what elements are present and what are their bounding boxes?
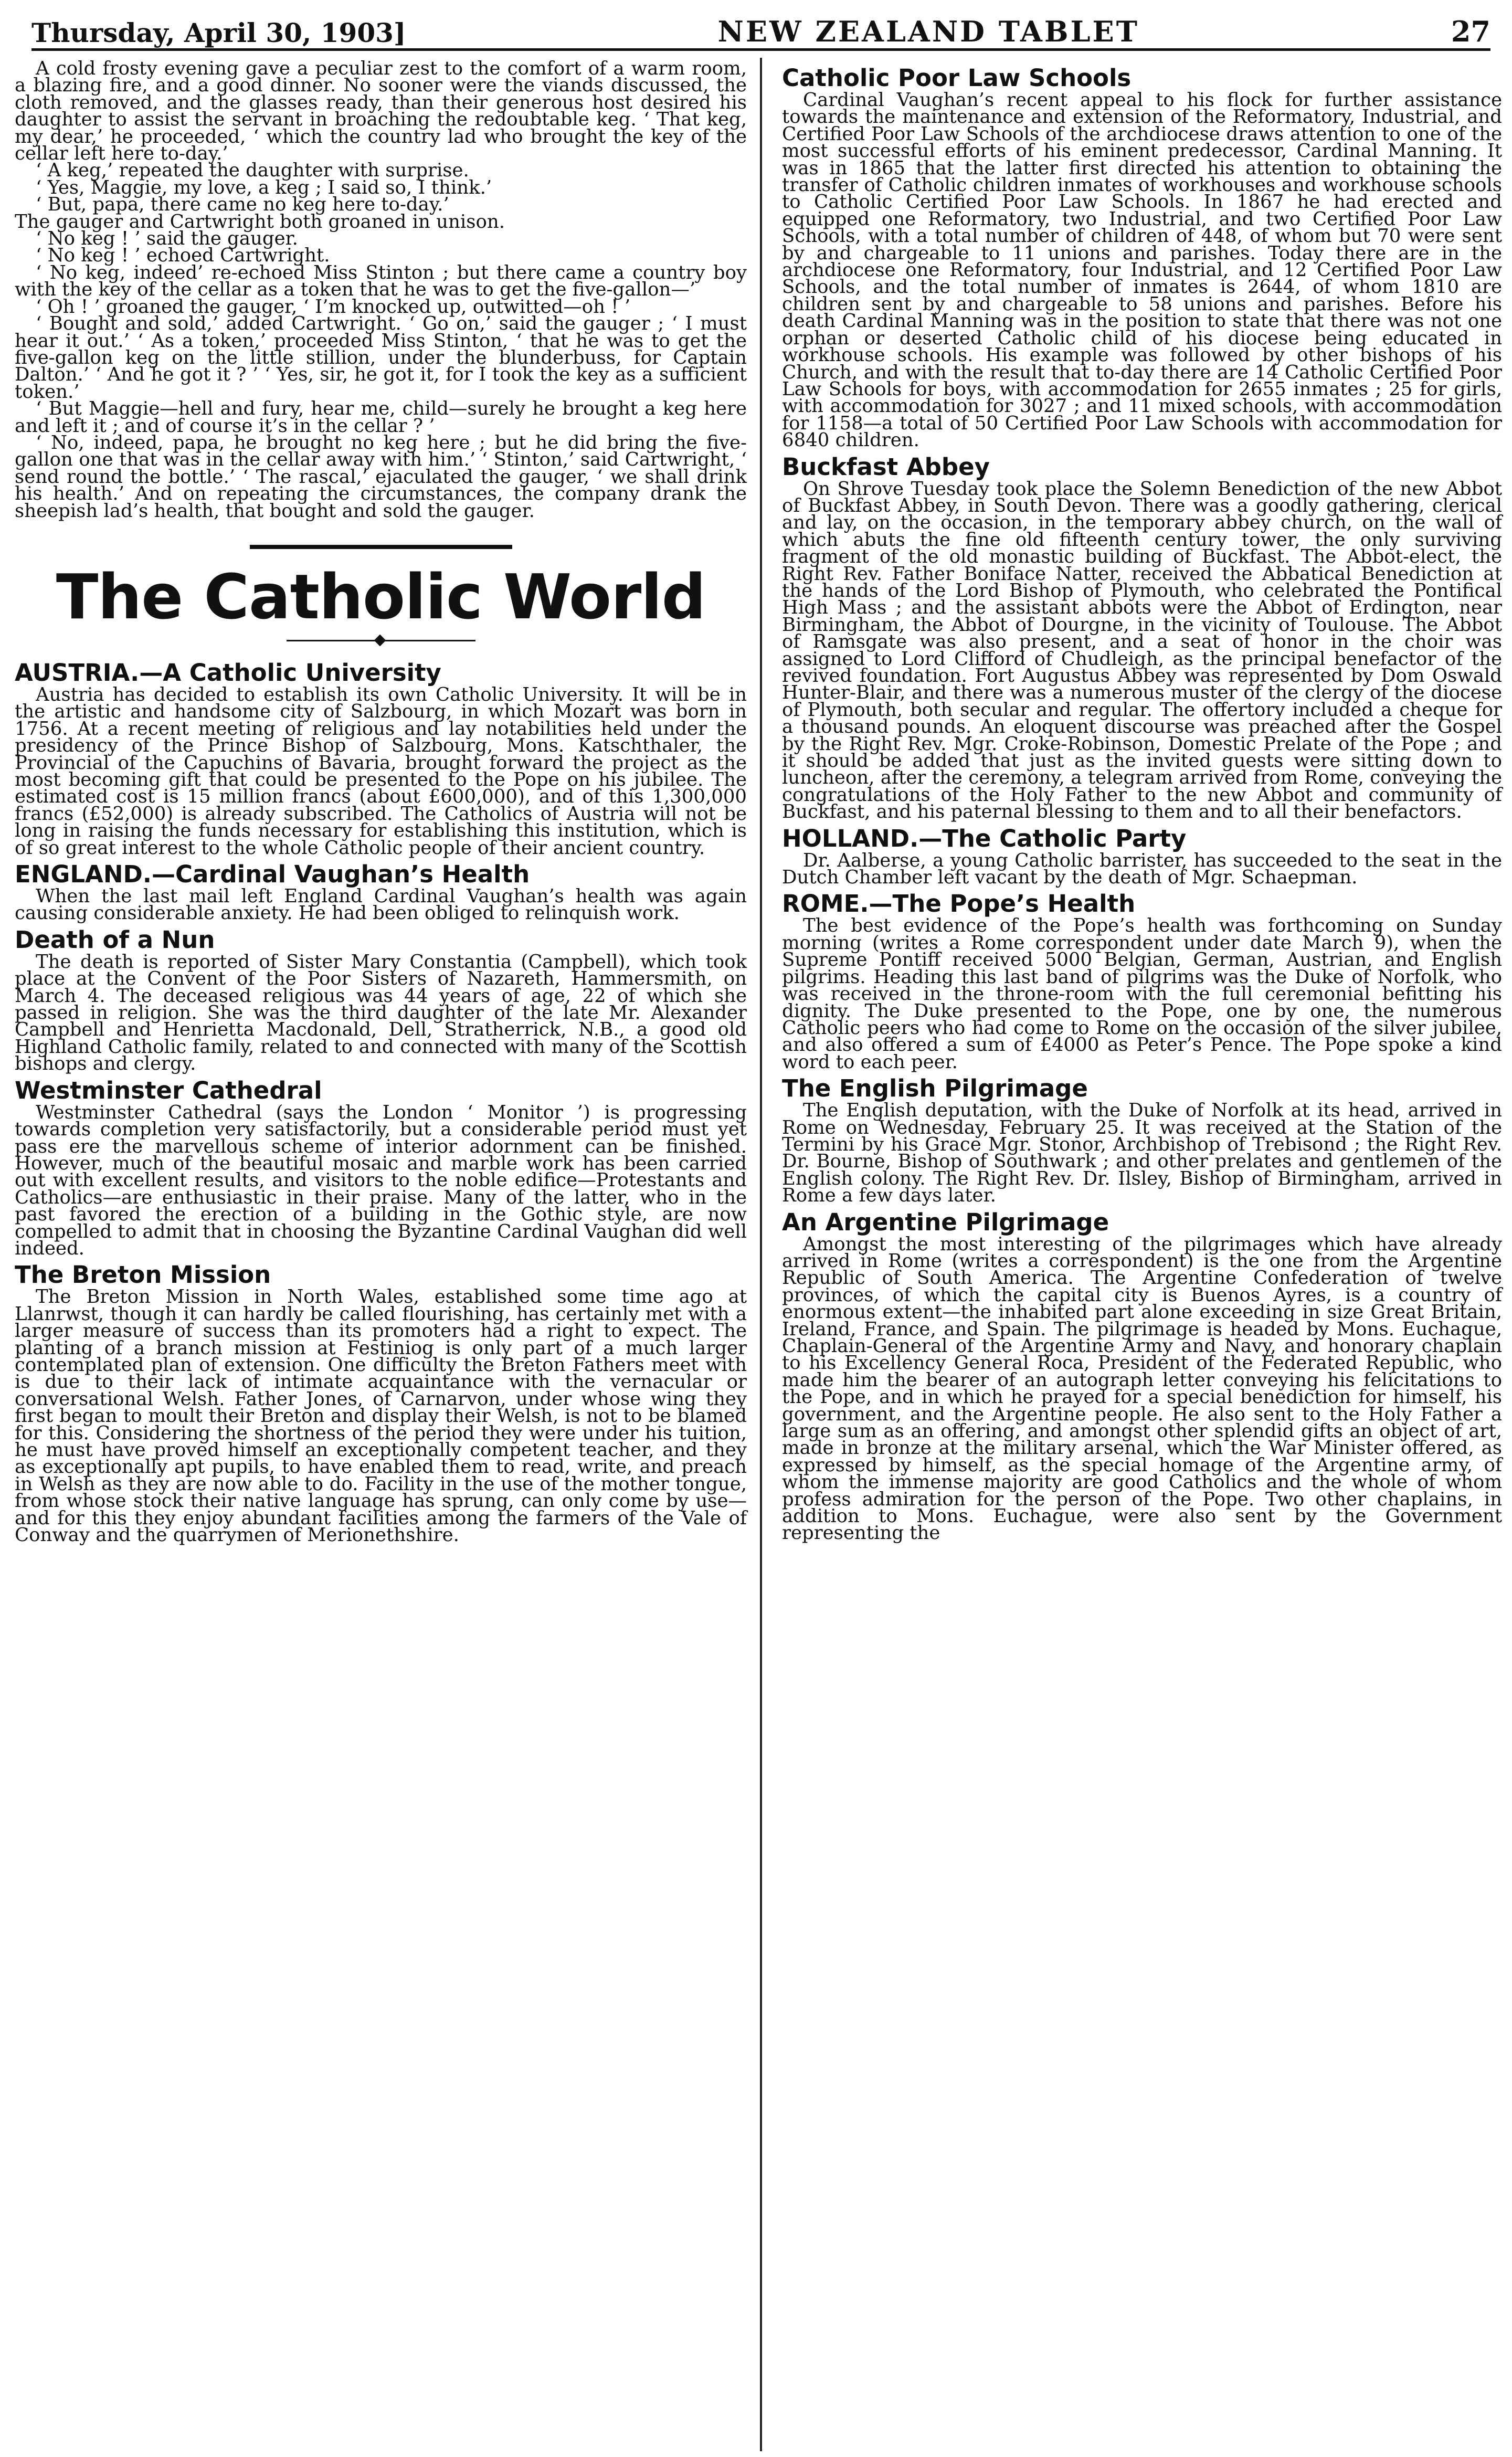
story-paragraph: A cold frosty evening gave a peculiar zest to the comfort of a warm room, a blazing fire, and a good dinner. No sooner were the viands discussed, the cloth removed, and the glasses ready, than their generous host desired his daughter to assist the servant in broaching the redoubtable keg. ‘ That keg, my dear,’ he proceeded, ‘ which the country lad who brought the key of the cellar left here to-day.’ [15, 58, 747, 165]
story-paragraph: ‘ No, indeed, papa, he brought no keg here ; but he did bring the five-gallon one that was in the cellar away with him.’ ‘ Stinton,’ said Cartwright, ‘ send round the bottle.’ ‘ The rascal,’ ejaculated the gauger, ‘ we shall drink his health.’ And on repeating the circumstances, the company drank the sheepish lad’s health, that bought and sold the gauger. [15, 431, 747, 522]
banner-rule [250, 545, 512, 549]
story-paragraph: ‘ No keg ! ’ echoed Cartwright. [36, 245, 330, 267]
article-heading: ROME.—The Pope’s Health [782, 890, 1136, 918]
article [15, 660, 747, 857]
article [15, 1078, 747, 1258]
story-paragraph: ‘ No keg, indeed’ re-echoed Miss Stinton ; but there came a country boy with the key of the cellar as a token that he was to get the five-gallon—’ [15, 261, 747, 301]
article [782, 66, 1502, 449]
article-paragraph: Cardinal Vaughan’s recent appeal to his flock for further assistance towards the maintenance and extension of the Reformatory, Industrial, and Certified Poor Law Schools of the archdiocese draws attention to one of the most successful efforts of his eminent predecessor, Cardinal Manning. It was in 1865 that the latter first directed his attention to obtaining the transfer of Catholic children inmates of workhouses and workhouse schools to Catholic Certified Poor Law Schools. In 1867 he had erected and equipped one Reformatory, two Industrial, and two Certified Poor Law Schools, with a total number of children of 448, of whom but 70 were sent by and chargeable to 11 unions and parishes. Today there are in the archdiocese one Reformatory, four Industrial, and 12 Certified Poor Law Schools, and the total number of inmates is 2644, of whom 1810 are children sent by and chargeable to 58 unions and parishes. Before his death Cardinal Manning was in the position to state that there was not one orphan or deserted Catholic child of his diocese being educated in workhouse schools. His example was followed by other bishops of his Church, and with the result that to-day there are 14 Catholic Certified Poor Law Schools for boys, with accommodation for 2655 inmates ; 25 for girls, with accommodation for 3027 ; and 11 mixed schools, with accommodation for 1158—a total of 50 Certified Poor Law Schools with accommodation for 6840 children. [782, 89, 1502, 451]
column-divider [760, 58, 762, 2451]
article-paragraph: The death is reported of Sister Mary Constantia (Campbell), which took place at the Convent of the Poor Sisters of Nazareth, Hammersmith, on March 4. The deceased religious was 44 years of age, 22 of which she passed in religion. She was the third daughter of the late Mr. Alexander Campbell and Henrietta Macdonald, Dell, Stratherrick, N.B., a good old Highland Catholic family, related to and connected with many of the Scottish bishops and clergy. [15, 951, 747, 1075]
article-heading: HOLLAND.—The Catholic Party [782, 824, 1187, 852]
article-paragraph: The best evidence of the Pope’s health was forthcoming on Sunday morning (writes a Rome correspondent under date March 9), when the Supreme Pontiff received 5000 Belgian, German, Austrian, and English pilgrims. Heading this last band of pilgrims was the Duke of Norfolk, who was received in the throne-room with the full ceremonial befitting his dignity. The Duke presented to the Pope, one by one, the numerous Catholic peers who had come to Rome on the occasion of the silver jubilee, and also offered a sum of £4000 as Peter’s Pence. The Pope spoke a kind word to each peer. [782, 915, 1502, 1073]
diamond-ornament-icon [374, 635, 386, 647]
masthead: NEW ZEALAND TABLET [717, 15, 1139, 48]
story-paragraph: ‘ No keg ! ’ said the gauger. [36, 228, 298, 250]
article [782, 452, 1502, 823]
article-paragraph: The English deputation, with the Duke of Norfolk at its head, arrived in Rome on Wednesday, February 25. It was received at the Station of the Termini by his Grace Mgr. Stonor, Archbishop of Trebisond ; the Right Rev. Dr. Bourne, Bishop of Southwark ; and other prelates and gentlemen of the English colony. The Right Rev. Dr. Ilsley, Bishop of Birmingham, arrived in Rome a few days later. [782, 1100, 1502, 1207]
article-heading: Death of a Nun [15, 925, 215, 954]
article-heading: The English Pilgrimage [782, 1074, 1088, 1103]
issue-date: Thursday, April 30, 1903] [31, 17, 406, 48]
ornament-divider [287, 636, 475, 645]
article-heading: ENGLAND.—Cardinal Vaughan’s Health [15, 860, 530, 889]
article-paragraph: On Shrove Tuesday took place the Solemn Benediction of the new Abbot of Buckfast Abbey, in South Devon. There was a goodly gathering, clerical and lay, on the occasion, in the temporary abbey church, on the wall of which abuts the fine old fifteenth century tower, the only surviving fragment of the old monastic building of Buckfast. The Abbot-elect, the Right Rev. Father Boniface Natter, received the Abbatical Benediction at the hands of the Lord Bishop of Plymouth, who celebrated the Pontifical High Mass ; and the assistant abbots were the Abbot of Erdington, near Birmingham, the Abbot of Dourgne, in the vicinity of Toulouse. The Abbot of Ramsgate was also present, and a seat of honor in the choir was assigned to Lord Clifford of Chudleigh, as the principal benefactor of the revived foundation. Fort Augustus Abbey was represented by Dom Oswald Hunter-Blair, and there was a numerous muster of the clergy of the diocese of Plymouth, both secular and regular. The offertory included a cheque for a thousand pounds. An eloquent discourse was preached after the Gospel by the Right Rev. Mgr. Croke-Robinson, Domestic Prelate of the Pope ; and it should be added that just as the invited guests were sitting down to luncheon, after the ceremony, a telegram arrived from Rome, conveying the congratulations of the Holy Father to the new Abbot and community of Buckfast, and his paternal blessing to them and to all their benefactors. [782, 478, 1502, 823]
story-paragraph: The gauger and Cartwright both groaned in unison. [15, 210, 505, 233]
story-paragraph: ‘ Yes, Maggie, my love, a keg ; I said so, I think.’ [36, 176, 492, 198]
page-header [31, 6, 1490, 51]
article-paragraph: When the last mail left England Cardinal Vaughan’s health was again causing considerable anxiety. He had been obliged to relinquish work. [15, 885, 747, 924]
article [782, 891, 1502, 1071]
article-heading: An Argentine Pilgrimage [782, 1208, 1109, 1236]
article-heading: Westminster Cathedral [15, 1076, 322, 1104]
article [782, 1210, 1502, 1542]
section-banner [15, 545, 747, 645]
article-paragraph: Austria has decided to establish its own Catholic University. It will be in the artistic and handsome city of Salzbourg, in which Mozart was born in 1756. At a recent meeting of religious and lay notabilities held under the presidency of the Prince Bishop of Salzbourg, Mons. Katschthaler, the Provincial of the Capuchins of Bavaria, brought forward the project as the most becoming gift that could be presented to the Pope on his jubilee. The estimated cost is 15 million francs (about £600,000), and of this 1,300,000 francs (£52,000) is already subscribed. The Catholics of Austria will not be long in raising the funds necessary for establishing this institution, which is of so great interest to the whole Catholic people of their ancient country. [15, 683, 747, 859]
article [15, 1262, 747, 1544]
story-paragraph: ‘ A keg,’ repeated the daughter with surprise. [36, 160, 469, 182]
article [782, 826, 1502, 887]
article-heading: Buckfast Abbey [782, 452, 990, 481]
story-continuation [15, 60, 747, 520]
article-paragraph: The Breton Mission in North Wales, established some time ago at Llanrwst, though it can hardly be called flourishing, has certainly met with a larger measure of success than its promoters had a right to expect. The planting of a branch mission at Festiniog is only part of a much larger contemplated plan of extension. One difficulty the Breton Fathers meet with is due to their lack of intimate acquaintance with the vernacular or conversational Welsh. Father Jones, of Carnarvon, under whose wing they first began to moult their Breton and display their Welsh, is not to be blamed for this. Considering the shortness of the period they were under his tuition, he must have proved himself an exceptionally competent teacher, and they as exceptionally apt pupils, to have enabled them to read, write, and preach in Welsh as they are now able to do. Facility in the use of the mother tongue, from whose stock their native language has sprung, can only come by use—and for this they enjoy abundant facilities among the farmers of the Vale of Conway and the quarrymen of Merionethshire. [15, 1286, 747, 1546]
story-paragraph: ‘ But, papa, there came no keg here to-day.’ [36, 194, 449, 216]
left-column [15, 60, 747, 1544]
page-number: 27 [1451, 15, 1490, 48]
article-heading: The Breton Mission [15, 1261, 271, 1289]
article-heading: AUSTRIA.—A Catholic University [15, 658, 441, 687]
right-column [782, 60, 1502, 1542]
article-paragraph: Westminster Cathedral (says the London ‘ Monitor ’) is progressing towards completion very satisfactorily, but a considerable period must yet pass ere the marvellous scheme of interior adornment can be finished. However, much of the beautiful mosaic and marble work has been carried out with excellent results, and visitors to the noble edifice—Protestants and Catholics—are enthusiastic in their praise. Many of the latter, who in the past favored the erection of a building in the Gothic style, are now compelled to admit that in choosing the Byzantine Cardinal Vaughan did well indeed. [15, 1101, 747, 1259]
article [15, 927, 747, 1073]
article [15, 862, 747, 922]
story-paragraph: ‘ But Maggie—hell and fury, hear me, child—surely he brought a keg here and left it ; and of course it’s in the cellar ? ’ [15, 398, 747, 437]
article-paragraph: Dr. Aalberse, a young Catholic barrister, has succeeded to the seat in the Dutch Chamber left vacant by the death of Mgr. Schaepman. [782, 849, 1502, 889]
article [782, 1074, 1502, 1207]
article-heading: Catholic Poor Law Schools [782, 64, 1132, 92]
article-paragraph: Amongst the most interesting of the pilgrimages which have already arrived in Rome (writes a correspondent) is the one from the Argentine Republic of South America. The Argentine Confederation of twelve provinces, of which the capital city is Buenos Ayres, is a country of enormous extent—the inhabited part alone exceeding in size Great Britain, Ireland, France, and Spain. The pilgrimage is headed by Mons. Euchague, Chaplain-General of the Argentine Army and Navy, and honorary chaplain to his Excellency General Roca, President of the Federated Republic, who made him the bearer of an autograph letter conveying his felicitations to the Pope, and in which he prayed for a special benediction for himself, his government, and the Argentine people. He also sent to the Holy Father a large sum as an offering, and amongst other splendid gifts an object of art, made in bronze at the military arsenal, which the War Minister offered, as expressed by himself, as the special homage of the Argentine army, of whom the immense majority are good Catholics and the whole of whom profess admiration for the person of the Pope. Two other chaplains, in addition to Mons. Euchague, were also sent by the Government representing the [782, 1233, 1502, 1544]
story-paragraph: ‘ Bought and sold,’ added Cartwright. ‘ Go on,’ said the gauger ; ‘ I must hear it out.’ ‘ As a token,’ proceeded Miss Stinton, ‘ that he was to get the five-gallon keg on the little stillion, under the blunderbuss, for Captain Dalton.’ ‘ And he got it ? ’ ‘ Yes, sir, he got it, for I took the key as a sufficient token.’ [15, 313, 747, 403]
section-title: The Catholic World [56, 560, 706, 633]
story-paragraph: ‘ Oh ! ’ groaned the gauger, ‘ I’m knocked up, outwitted—oh ! ’ [36, 296, 631, 318]
